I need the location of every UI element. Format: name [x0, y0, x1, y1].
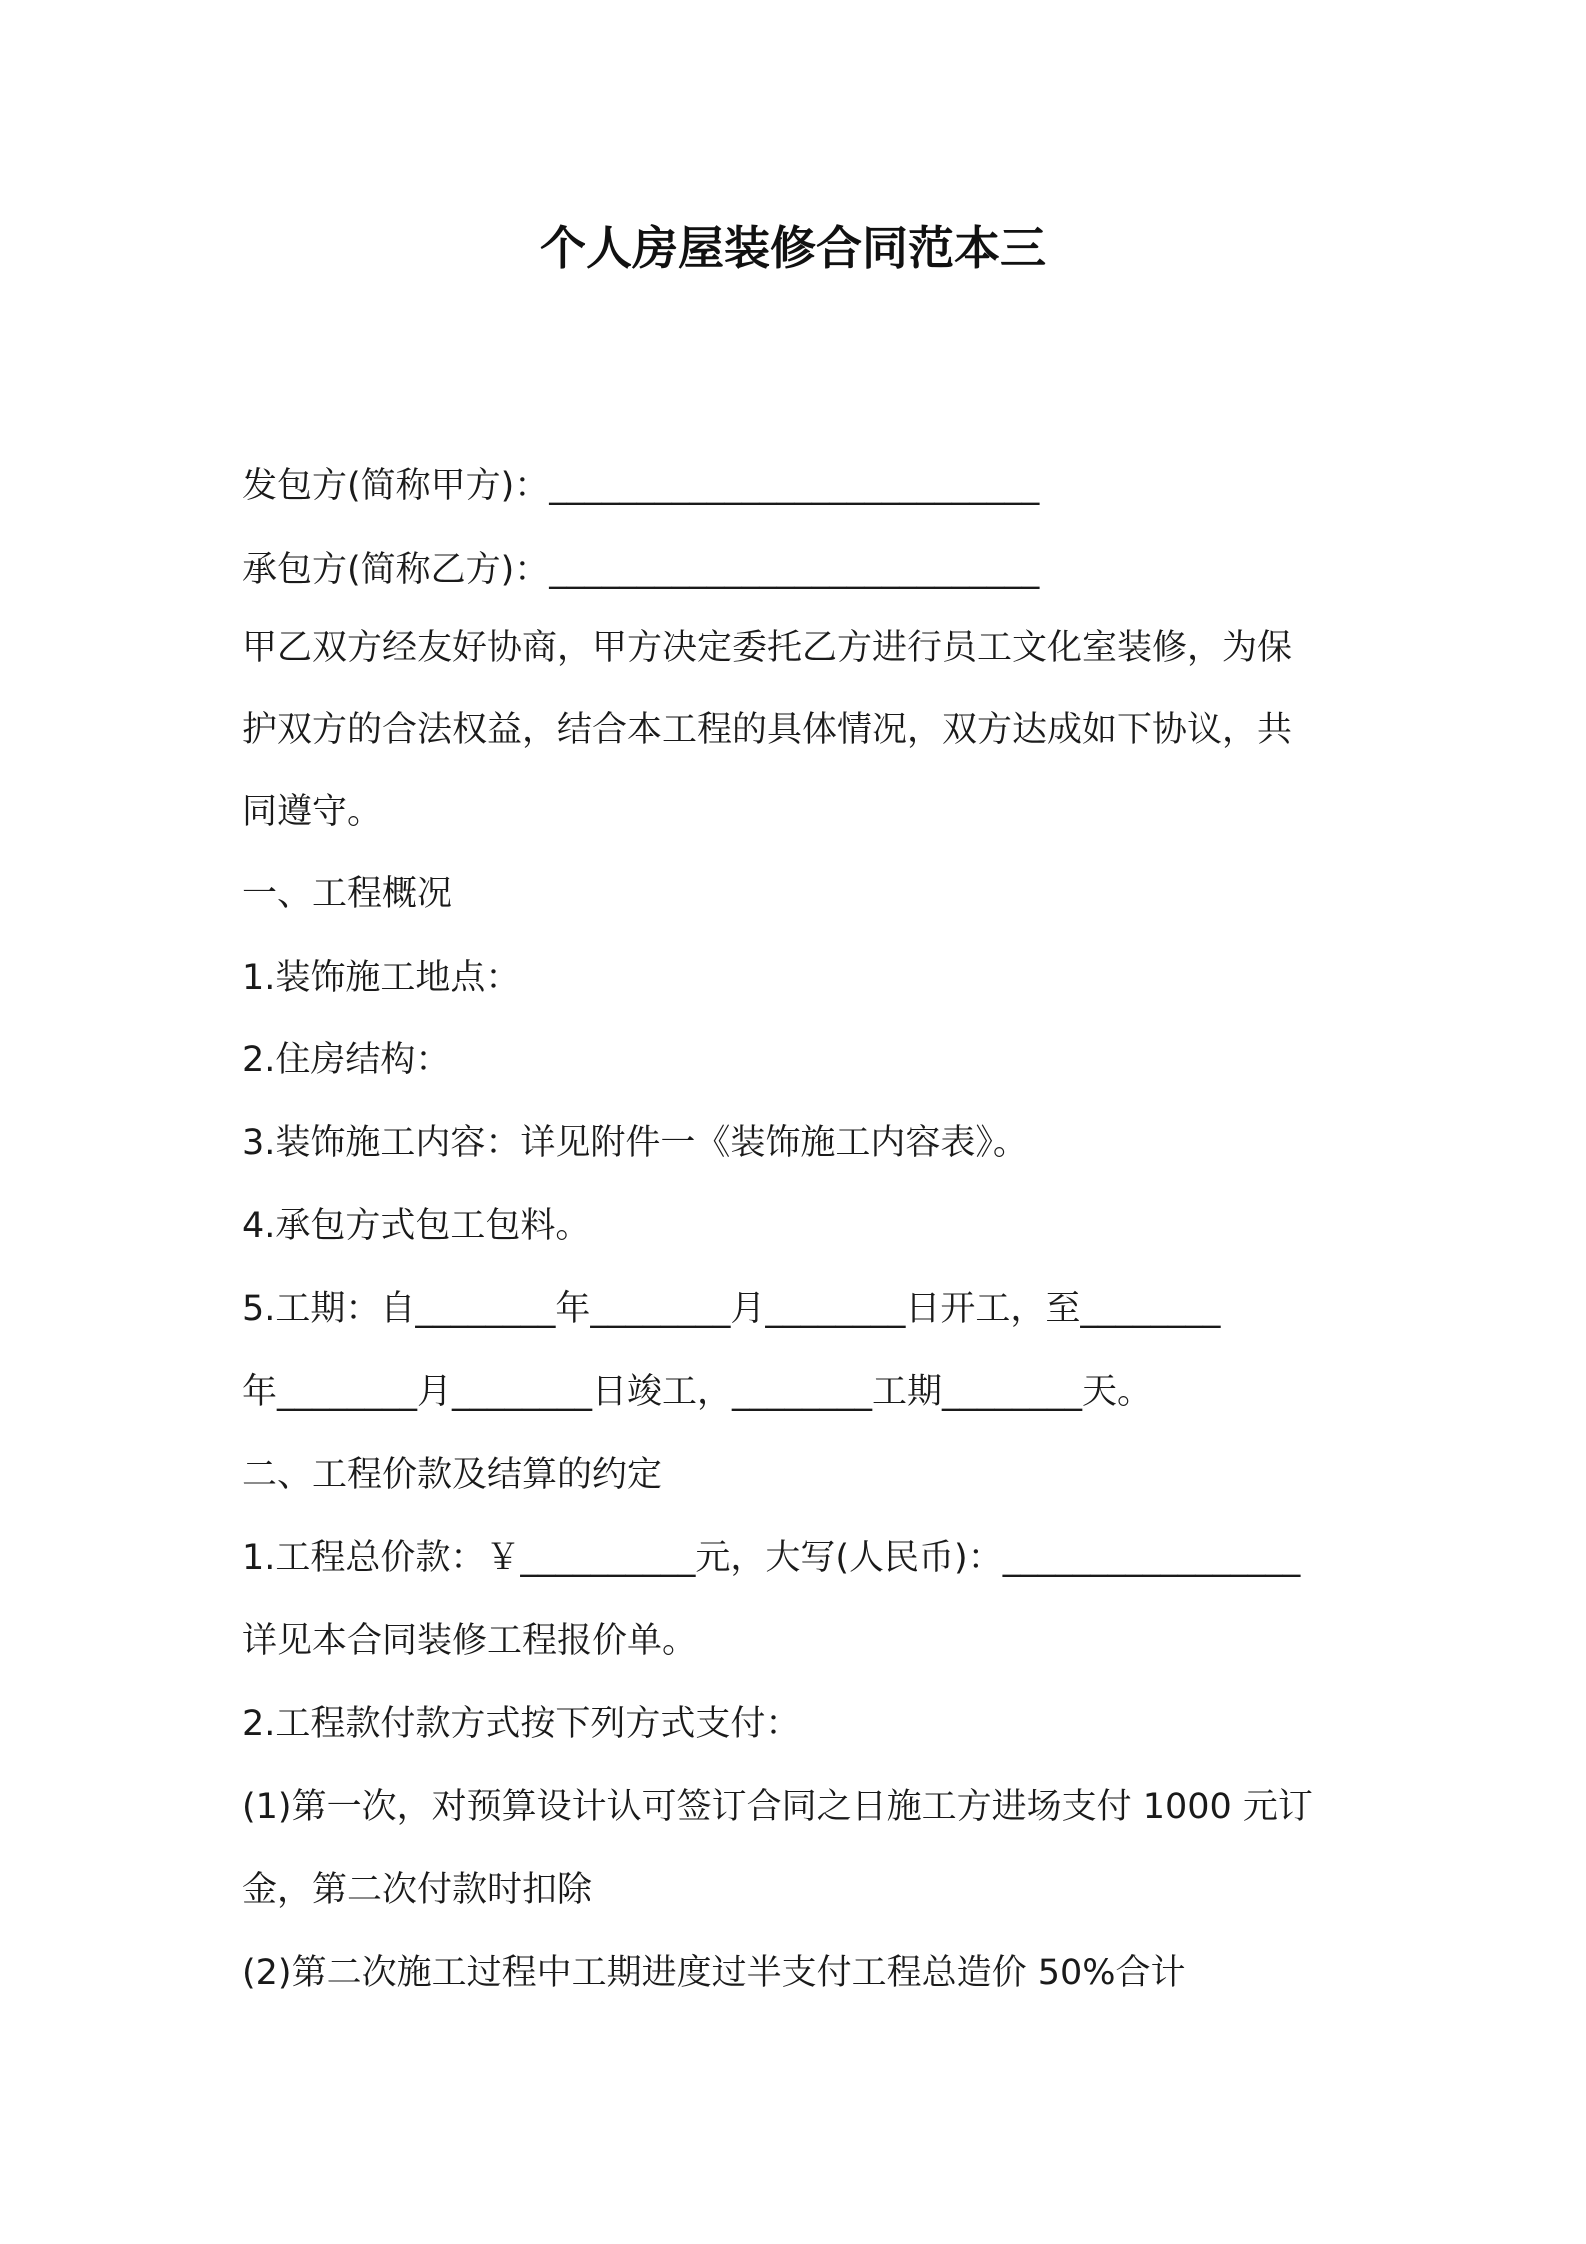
payment-item-2: (2)第二次施工过程中工期进度过半支付工程总造价 50%合计	[242, 1953, 1186, 1993]
clause-1-5-line-1: 5.工期：自________年________月________日开工，至________	[242, 1289, 1221, 1329]
clause-1-1: 1.装饰施工地点：	[242, 958, 521, 998]
party-a-line: 发包方(简称甲方)：____________________________	[242, 466, 1040, 506]
intro-paragraph-line-1: 甲乙双方经友好协商，甲方决定委托乙方进行员工文化室装修，为保	[242, 628, 1293, 668]
clause-1-2: 2.住房结构：	[242, 1040, 451, 1080]
clause-2-2: 2.工程款付款方式按下列方式支付：	[242, 1704, 801, 1744]
document-title: 个人房屋装修合同范本三	[540, 221, 1046, 275]
clause-2-1-line-1: 1.工程总价款：￥__________元，大写(人民币)：_________________	[242, 1538, 1301, 1578]
payment-item-1-line-2: 金，第二次付款时扣除	[242, 1870, 593, 1910]
intro-paragraph-line-3: 同遵守。	[242, 792, 383, 832]
clause-2-1-line-2: 详见本合同装修工程报价单。	[242, 1621, 698, 1661]
clause-1-4: 4.承包方式包工包料。	[242, 1206, 591, 1246]
clause-1-5-line-2: 年________月________日竣工，________工期________天。	[242, 1372, 1153, 1412]
section-heading-1: 一、工程概况	[242, 874, 453, 914]
party-b-line: 承包方(简称乙方)：____________________________	[242, 550, 1040, 590]
payment-item-1-line-1: (1)第一次，对预算设计认可签订合同之日施工方进场支付 1000 元订	[242, 1787, 1313, 1827]
section-heading-2: 二、工程价款及结算的约定	[242, 1455, 663, 1495]
intro-paragraph-line-2: 护双方的合法权益，结合本工程的具体情况，双方达成如下协议，共	[242, 710, 1293, 750]
clause-1-3: 3.装饰施工内容：详见附件一《装饰施工内容表》。	[242, 1123, 1028, 1163]
